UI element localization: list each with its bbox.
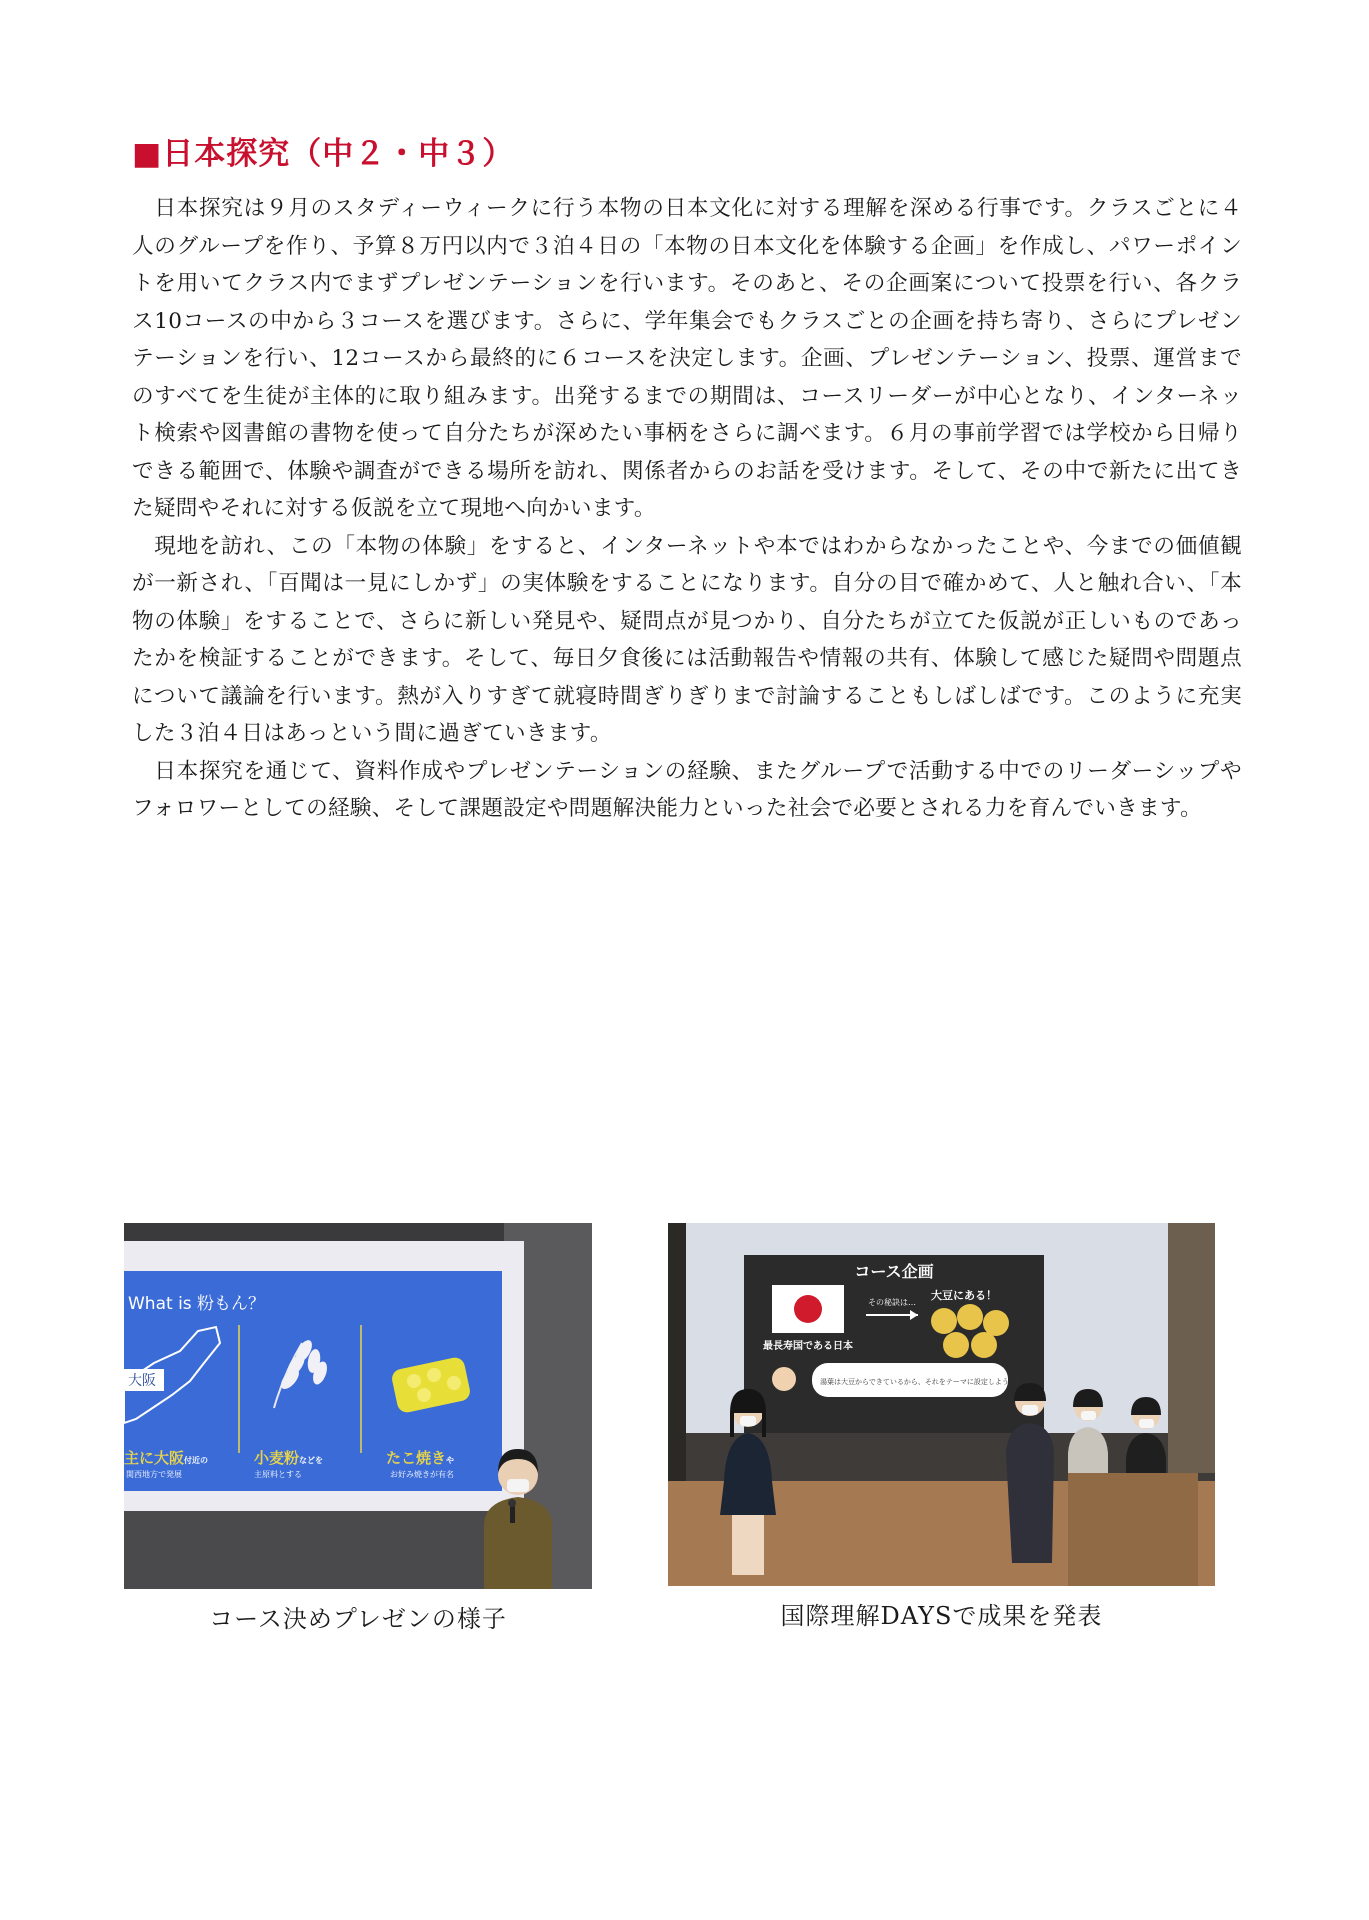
map-label: 大阪 [128,1373,156,1389]
paragraph: 日本探究は９月のスタディーウィークに行う本物の日本文化に対する理解を深める行事です。クラスごとに４人のグループを作り、予算８万円以内で３泊４日の「本物の日本文化を体験する企画」を作成し、パワーポイントを用いてクラス内でまずプレゼンテーションを行います。そのあと、その企画案について投票を行い、各クラス10コースの中から３コースを選びます。さらに、学年集会でもクラスごとの企画を持ち寄り、さらにプレゼンテーションを行い、12コースから最終的に６コースを決定します。企画、プレゼンテーション、投票、運営までのすべてを生徒が主体的に取り組みます。出発するまでの期間は、コースリーダーが中心となり、インターネット検索や図書館の書物を使って自分たちが深めたい事柄をさらに調べます。６月の事前学習では学校から日帰りできる範囲で、体験や調査ができる場所を訪れ、関係者からのお話を受けます。そして、その中で新たに出てきた疑問やそれに対する仮説を立て現地へ向かいます。 [132,196,1242,521]
section-heading: ■日本探究（中２・中３） [132,136,515,172]
svg-text:関西地方で発展: 関西地方で発展 [126,1470,182,1479]
photo-student-presenting [124,1223,592,1589]
paragraph: 日本探究を通じて、資料作成やプレゼンテーションの経験、またグループで活動する中でのリーダーシップやフォロワーとしての経験、そして課題設定や問題解決能力といった社会で必要とされる力を育んでいきます。 [132,758,1242,821]
svg-text:主原料とする: 主原料とする [254,1470,302,1479]
svg-text:小麦粉などを: 小麦粉などを [254,1449,324,1467]
paragraph: 現地を訪れ、この「本物の体験」をすると、インターネットや本ではわからなかったことや、今までの価値観が一新され、「百聞は一見にしかず」の実体験をすることになります。自分の目で確かめて、人と触れ合い、「本物の体験」をすることで、さらに新しい発見や、疑問点が見つかり、自分たちが立てた仮説が正しいものであったかを検証することができます。そして、毎日夕食後には活動報告や情報の共有、体験して感じた疑問や問題点について議論を行います。熱が入りすぎて就寝時間ぎりぎりまで討論することもしばしばです。このように充実した３泊４日はあっという間に過ぎていきます。 [132,533,1242,746]
slide-title: コース企画 [854,1262,934,1281]
cartoon-face-icon [772,1367,796,1391]
flag-label: 最長寿国である日本 [763,1341,853,1352]
svg-text:その秘訣は…: その秘訣は… [868,1298,916,1307]
svg-text:湯葉は大豆からできているから、それをテーマに設定しよう！！: 湯葉は大豆からできているから、それをテーマに設定しよう！！ [820,1378,1023,1386]
svg-text:主に大阪付近の: 主に大阪付近の [124,1449,209,1467]
photo-caption: コース決めプレゼンの様子 [209,1605,507,1633]
photo-group-presenting [668,1223,1215,1586]
photo-caption: 国際理解DAYSで成果を発表 [780,1602,1103,1630]
photo-course-presentation [124,1223,592,1634]
svg-text:たこ焼きや: たこ焼きや [386,1449,455,1467]
photo-days-presentation [668,1223,1215,1631]
body-text [132,190,1242,828]
svg-text:大豆にある！: 大豆にある！ [931,1289,997,1302]
svg-text:お好み焼きが有名: お好み焼きが有名 [390,1470,454,1479]
slide-title: What is 粉もん？ [128,1294,266,1314]
